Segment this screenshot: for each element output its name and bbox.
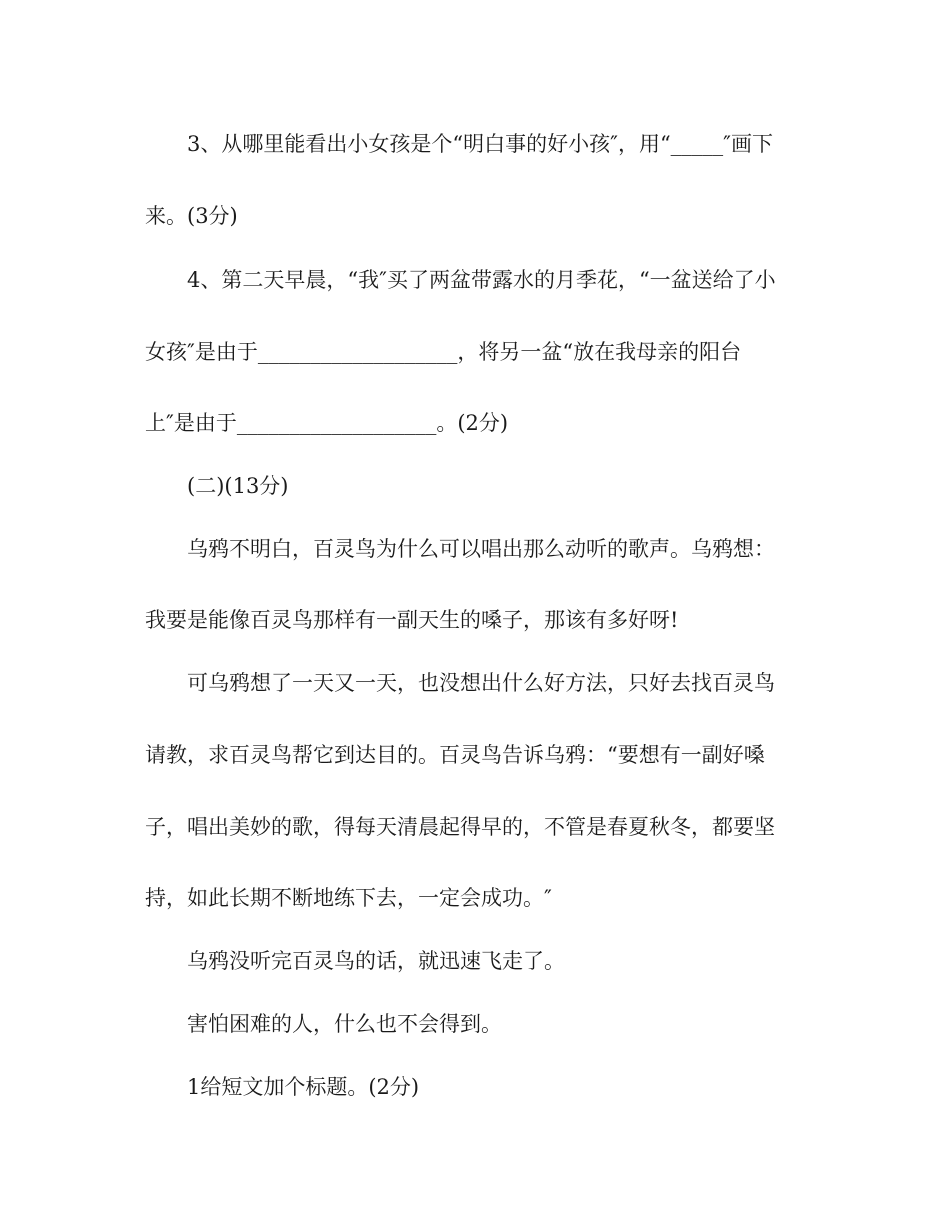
paragraph-2-line-4: 持，如此长期不断地练下去，一定会成功。″ bbox=[145, 886, 552, 910]
question-4-line-1: 4、第二天早晨，“我″买了两盆带露水的月季花，“一盆送给了小 bbox=[187, 268, 776, 292]
paragraph-1-line-1: 乌鸦不明白，百灵鸟为什么可以唱出那么动听的歌声。乌鸦想： bbox=[187, 537, 775, 561]
question-4-line-3: 上″是由于___________________。(2分) bbox=[145, 411, 509, 435]
paragraph-2-line-1: 可乌鸦想了一天又一天，也没想出什么好方法，只好去找百灵鸟 bbox=[187, 671, 775, 695]
paragraph-4-line-1: 害怕困难的人，什么也不会得到。 bbox=[187, 1012, 502, 1036]
question-3-line-1: 3、从哪里能看出小女孩是个“明白事的好小孩″，用“_____″画下 bbox=[187, 132, 774, 156]
paragraph-2-line-2: 请教，求百灵鸟帮它到达目的。百灵鸟告诉乌鸦：“要想有一副好嗓 bbox=[145, 743, 765, 767]
question-3-line-2: 来。(3分) bbox=[145, 204, 238, 228]
section-2-heading: (二)(13分) bbox=[187, 474, 289, 498]
paragraph-1-line-2: 我要是能像百灵鸟那样有一副天生的嗓子，那该有多好呀! bbox=[145, 608, 679, 632]
question-4-line-2: 女孩″是由于___________________，将另一盆“放在我母亲的阳台 bbox=[145, 340, 742, 364]
question-1-line-1: 1给短文加个标题。(2分) bbox=[187, 1075, 420, 1099]
paragraph-3-line-1: 乌鸦没听完百灵鸟的话，就迅速飞走了。 bbox=[187, 949, 565, 973]
paragraph-2-line-3: 子，唱出美妙的歌，得每天清晨起得早的，不管是春夏秋冬，都要坚 bbox=[145, 815, 775, 839]
